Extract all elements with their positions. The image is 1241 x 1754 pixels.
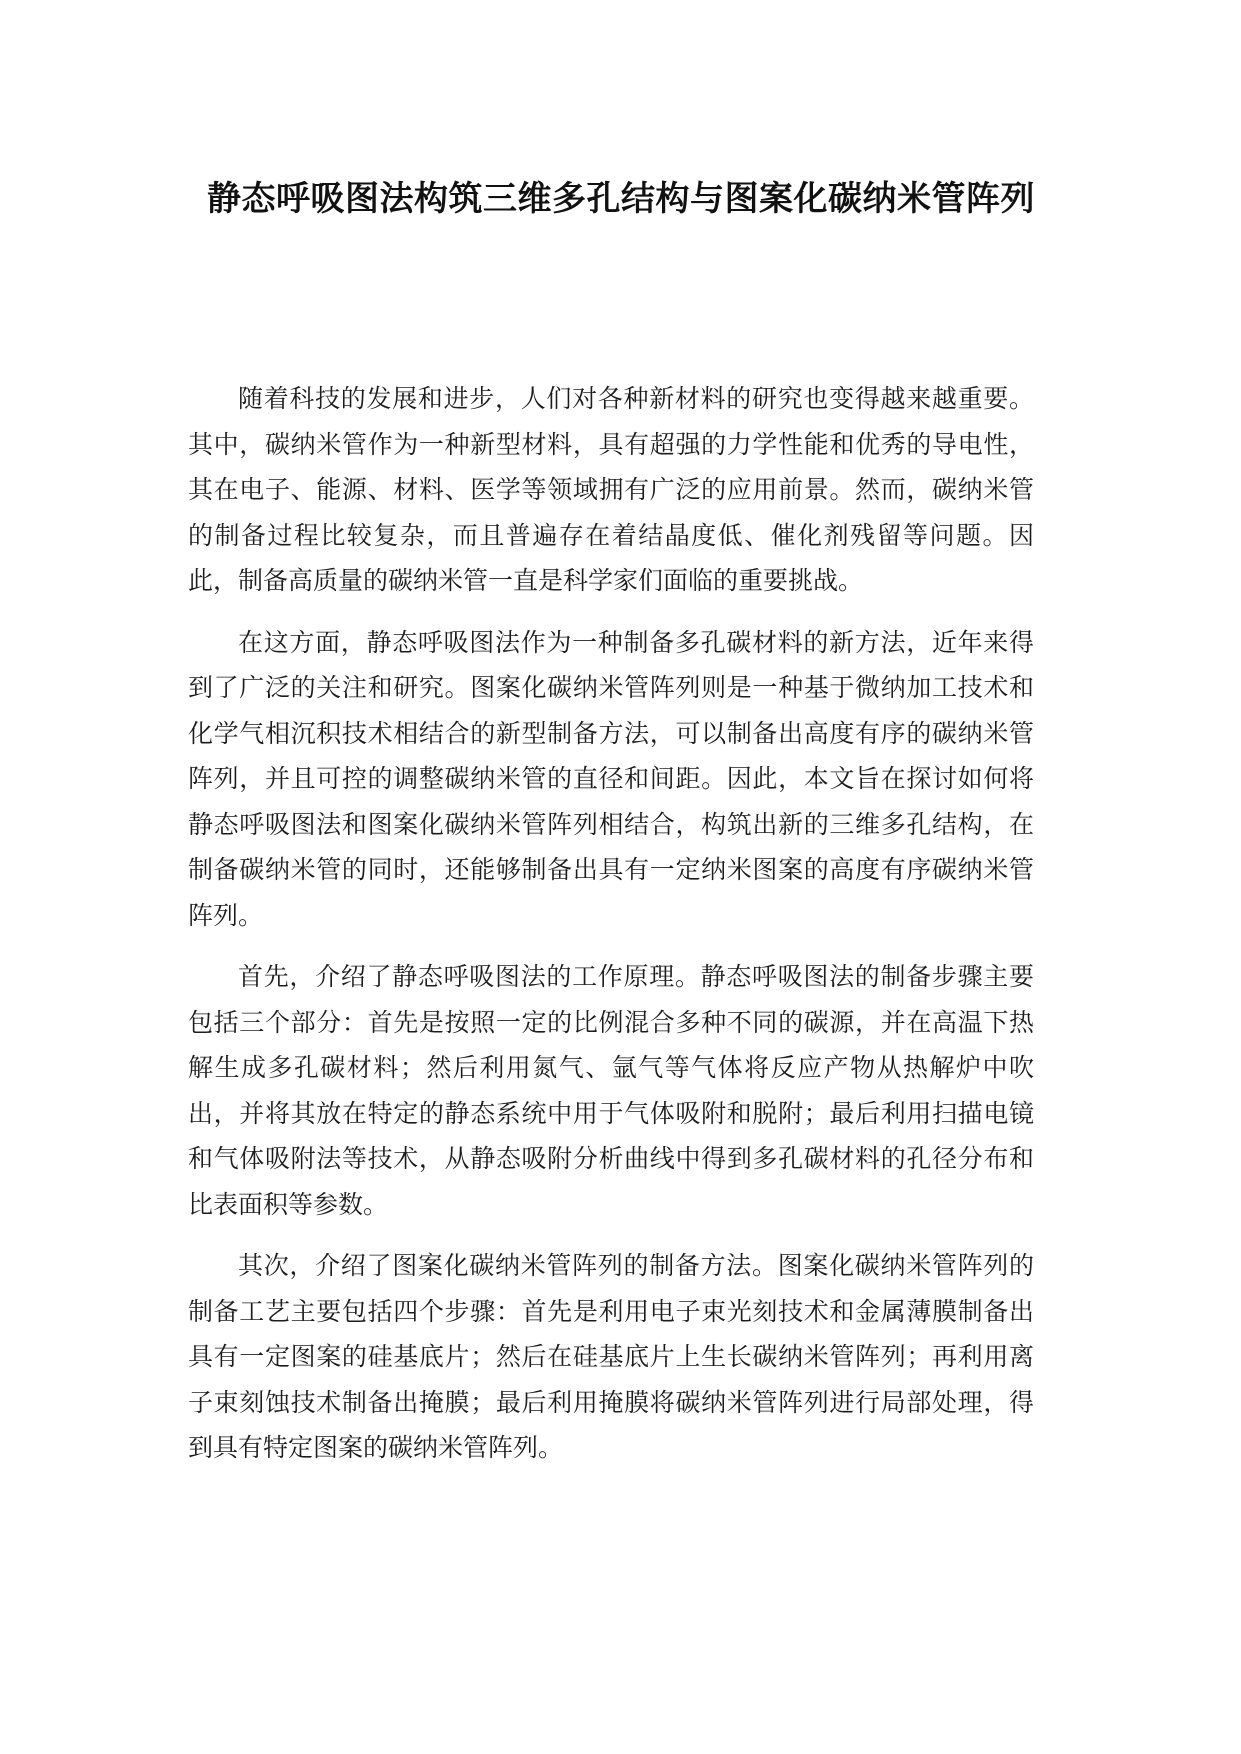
- paragraph-patterned-cnt-array: 其次，介绍了图案化碳纳米管阵列的制备方法。图案化碳纳米管阵列的制备工艺主要包括四个步骤：首先是利用电子束光刻技术和金属薄膜制备出具有一定图案的硅基底片；然后在硅基底片上生长碳纳米管阵列；再利用离子束刻蚀技术制备出掩膜；最后利用掩膜将碳纳米管阵列进行局部处理，得到具有特定图案的碳纳米管阵列。: [188, 1251, 1034, 1462]
- paragraph-intro: 随着科技的发展和进步，人们对各种新材料的研究也变得越来越重要。其中，碳纳米管作为一种新型材料，具有超强的力学性能和优秀的导电性，其在电子、能源、材料、医学等领域拥有广泛的应用前景。然而，碳纳米管的制备过程比较复杂，而且普遍存在着结晶度低、催化剂残留等问题。因此，制备高质量的碳纳米管一直是科学家们面临的重要挑战。: [188, 384, 1034, 595]
- paragraph-background: 在这方面，静态呼吸图法作为一种制备多孔碳材料的新方法，近年来得到了广泛的关注和研究。图案化碳纳米管阵列则是一种基于微纳加工技术和化学气相沉积技术相结合的新型制备方法，可以制备出高度有序的碳纳米管阵列，并且可控的调整碳纳米管的直径和间距。因此，本文旨在探讨如何将静态呼吸图法和图案化碳纳米管阵列相结合，构筑出新的三维多孔结构，在制备碳纳米管的同时，还能够制备出具有一定纳米图案的高度有序碳纳米管阵列。: [188, 627, 1034, 930]
- document-title: 静态呼吸图法构筑三维多孔结构与图案化碳纳米管阵列: [207, 179, 1035, 219]
- paragraph-breath-figure-method: 首先，介绍了静态呼吸图法的工作原理。静态呼吸图法的制备步骤主要包括三个部分：首先是按照一定的比例混合多种不同的碳源，并在高温下热解生成多孔碳材料；然后利用氮气、氩气等气体将反应产物从热解炉中吹出，并将其放在特定的静态系统中用于气体吸附和脱附；最后利用扫描电镜和气体吸附法等技术，从静态吸附分析曲线中得到多孔碳材料的孔径分布和比表面积等参数。: [188, 962, 1034, 1219]
- document-body: [188, 376, 1034, 1487]
